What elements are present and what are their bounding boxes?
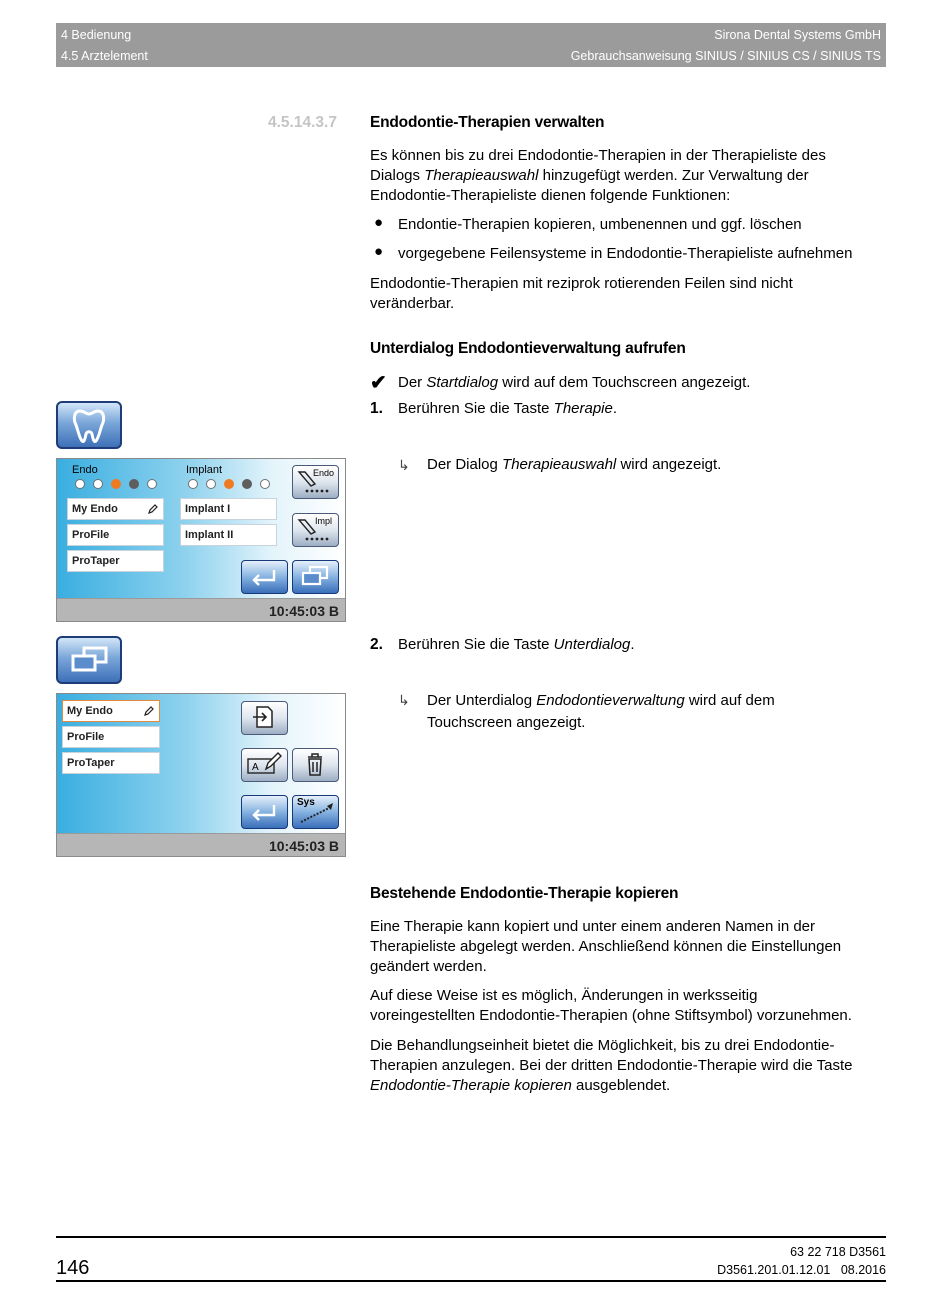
windows-icon: [293, 561, 337, 591]
reciprocal-note: Endodontie-Therapien mit reziprok rotierenden Feilen sind nicht veränderbar.: [370, 275, 793, 312]
header-section: 4.5 Arztelement: [61, 49, 148, 63]
rename-pencil-icon: [242, 749, 286, 779]
subdialog-button[interactable]: [292, 560, 339, 594]
page-header: [56, 23, 886, 67]
trash-icon: [293, 749, 337, 779]
implant-group-label: Implant: [186, 464, 223, 476]
result-text: Der Unterdialog Endodontieverwaltung wird auf dem Touchscreen angezeigt.: [427, 692, 775, 731]
implant-level-dot: [188, 479, 198, 489]
endo-list-item[interactable]: My Endo: [62, 700, 160, 722]
therapy-button[interactable]: [56, 401, 122, 449]
copy-section-heading: Bestehende Endodontie-Therapie kopieren: [370, 885, 679, 902]
result-arrow-icon: ↳: [398, 457, 410, 473]
header-doc-title: Gebrauchsanweisung SINIUS / SINIUS CS / SINIUS TS: [570, 49, 881, 63]
endo-list-item[interactable]: ProTaper: [62, 752, 160, 774]
therapy-selection-screen: [56, 458, 346, 622]
endo-button[interactable]: Endo: [292, 465, 339, 499]
endo-list-item[interactable]: My Endo: [67, 498, 164, 520]
endo-level-dot: [93, 479, 103, 489]
footer-rule-bottom: [56, 1280, 886, 1282]
tooth-icon: [58, 403, 120, 447]
system-files-button[interactable]: Sys: [292, 795, 339, 829]
back-button[interactable]: [241, 560, 288, 594]
endo-list-item[interactable]: ProFile: [67, 524, 164, 546]
result-text: Der Dialog Therapieauswahl wird angezeigt.: [427, 456, 722, 473]
pencil-icon: [143, 705, 155, 717]
implant-list-item[interactable]: Implant II: [180, 524, 277, 546]
implant-level-dot: [260, 479, 270, 489]
delete-button[interactable]: [292, 748, 339, 782]
check-icon: ✔: [370, 372, 387, 394]
endo-level-dot: [129, 479, 139, 489]
bullet-dot: ●: [374, 243, 384, 260]
implant-button[interactable]: Impl: [292, 513, 339, 547]
copy-icon: [242, 702, 286, 732]
intro-line-2: Dialogs Therapieauswahl hinzugefügt werden. Zur Verwaltung der: [370, 167, 809, 184]
implant-level-dot: [206, 479, 216, 489]
footer-doc-number: 63 22 718 D3561: [790, 1245, 886, 1259]
step-number: 2.: [370, 636, 383, 653]
endo-group-label: Endo: [72, 464, 98, 476]
intro-paragraph: [370, 146, 888, 206]
copy-paragraph-2: Auf diese Weise ist es möglich, Änderungen in werksseitig voreingestellten Endodontie-Therapien (ohne Stiftsymbol) vorzunehmen.: [370, 987, 852, 1024]
copy-paragraph-3: Die Behandlungseinheit bietet die Möglichkeit, bis zu drei Endodontie- Therapien anzulegen. Bei der dritten Endodontie-Therapie wird die Taste Endodontie-Therapie kopieren ausgeblendet.: [370, 1037, 853, 1094]
intro-line-3: Endodontie-Therapieliste dienen folgende Funktionen:: [370, 187, 731, 204]
endodontic-management-screen: [56, 693, 346, 857]
endo-list-item[interactable]: ProFile: [62, 726, 160, 748]
implant-list-item[interactable]: Implant I: [180, 498, 277, 520]
bullet-item: Endontie-Therapien kopieren, umbenennen und ggf. löschen: [398, 216, 802, 233]
section-title: Endodontie-Therapien verwalten: [370, 114, 605, 131]
result-arrow-icon: ↳: [398, 692, 410, 708]
back-button[interactable]: [241, 795, 288, 829]
bullet-item: vorgegebene Feilensysteme in Endodontie-Therapieliste aufnehmen: [398, 245, 853, 262]
pencil-icon: [147, 503, 159, 515]
step-text: Berühren Sie die Taste Unterdialog.: [398, 636, 635, 653]
header-chapter: 4 Bedienung: [61, 28, 132, 42]
implant-level-dot: [242, 479, 252, 489]
footer-revision: D3561.201.01.12.01 08.2016: [717, 1263, 886, 1277]
intro-line-1: Es können bis zu drei Endodontie-Therapien in der Therapieliste des: [370, 147, 826, 164]
precondition-text: Der Startdialog wird auf dem Touchscreen angezeigt.: [398, 374, 751, 391]
return-arrow-icon: [242, 796, 286, 826]
page-number: 146: [56, 1257, 90, 1279]
header-company: Sirona Dental Systems GmbH: [714, 28, 881, 42]
windows-icon: [58, 638, 120, 682]
status-bar: [57, 598, 345, 621]
endo-level-dot: [147, 479, 157, 489]
clock-time: 10:45:03 B: [268, 838, 339, 854]
section-number: 4.5.14.3.7: [268, 114, 337, 131]
implant-level-dot: [224, 479, 234, 489]
step-text: Berühren Sie die Taste Therapie.: [398, 400, 618, 417]
step-number: 1.: [370, 400, 383, 417]
status-bar: [57, 833, 345, 856]
copy-therapy-button[interactable]: [241, 701, 288, 735]
bullet-dot: ●: [374, 214, 384, 231]
endo-list-item[interactable]: ProTaper: [67, 550, 164, 572]
footer-rule-top: [56, 1236, 886, 1238]
endo-level-dot: [111, 479, 121, 489]
rename-button[interactable]: A: [241, 748, 288, 782]
return-arrow-icon: [242, 561, 286, 591]
endo-level-dot: [75, 479, 85, 489]
subdialog-heading: Unterdialog Endodontieverwaltung aufrufen: [370, 340, 686, 357]
clock-time: 10:45:03 B: [268, 603, 339, 619]
subdialog-button-large[interactable]: [56, 636, 122, 684]
copy-paragraph-1: Eine Therapie kann kopiert und unter einem anderen Namen in der Therapieliste abgelegt werden. Anschließend können die Einstellungen geändert werden.: [370, 918, 842, 975]
